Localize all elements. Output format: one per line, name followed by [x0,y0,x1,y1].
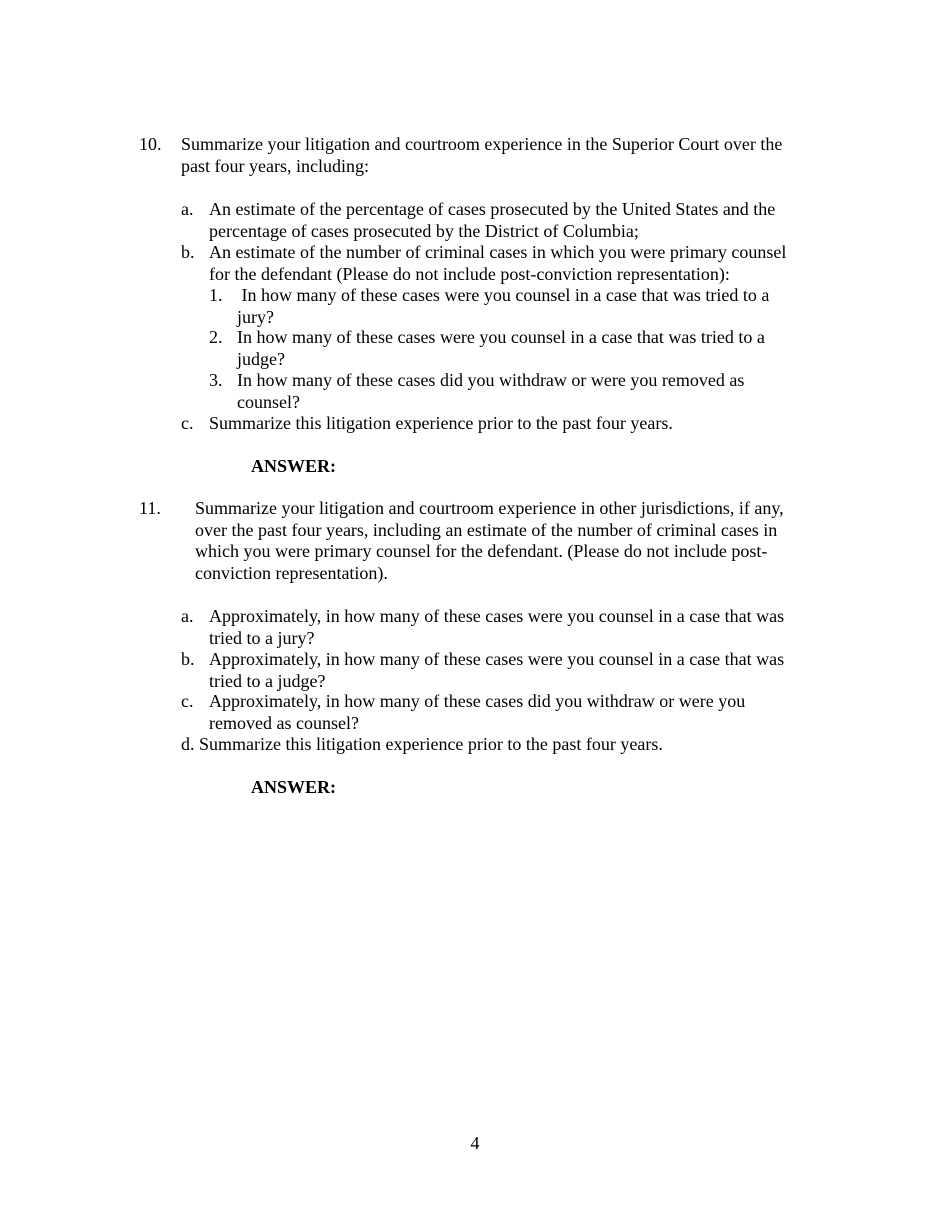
question-10-item-b-text [209,242,786,285]
item-line: Approximately, in how many of these cases were you counsel in a case that was [209,606,785,626]
question-10-subitem-1-label: 1. [209,285,223,305]
question-11-item-b-label: b. [181,649,195,669]
subitem-line: In how many of these cases were you counsel in a case that was tried to a [237,327,765,347]
item-line: Approximately, in how many of these cases did you withdraw or were you [209,691,746,711]
question-11-item-c-label: c. [181,691,194,711]
page-number: 4 [470,1133,480,1153]
item-line: Summarize this litigation experience prior to the past four years. [209,413,673,433]
item-line: An estimate of the number of criminal cases in which you were primary counsel [209,242,787,262]
question-10-item-c-label: c. [181,413,194,433]
question-11-answer-label: ANSWER: [251,777,337,797]
item-line: tried to a judge? [209,670,326,691]
question-11-item-b-text [209,649,784,692]
item-line: percentage of cases prosecuted by the District of Columbia; [209,220,639,241]
question-11-line: which you were primary counsel for the defendant. (Please do not include post- [195,541,768,561]
question-11-line: over the past four years, including an estimate of the number of criminal cases in [195,519,778,540]
question-10-item-a-text [209,199,775,242]
question-10-subitem-3-label: 3. [209,370,223,390]
question-10-subitem-1-text [237,285,769,328]
question-11-number: 11. [139,498,161,518]
question-10-subitem-3-text [237,370,744,413]
question-10-text [181,134,782,177]
item-line: An estimate of the percentage of cases prosecuted by the United States and the [209,199,776,219]
question-10-subitem-2-label: 2. [209,327,223,347]
question-10-item-b-label: b. [181,242,195,262]
question-11-line: conviction representation). [195,562,388,583]
question-11-text [195,498,784,584]
subitem-line: counsel? [237,391,300,412]
subitem-line: judge? [237,348,285,369]
question-10-line: Summarize your litigation and courtroom experience in the Superior Court over the [181,134,783,154]
item-line: tried to a jury? [209,627,315,648]
question-10-line: past four years, including: [181,155,369,176]
question-10-subitem-2-text [237,327,765,370]
question-11-item-c-text [209,691,745,734]
subitem-line: jury? [237,306,274,327]
question-10-item-c-text [209,413,673,435]
subitem-line: In how many of these cases did you withdraw or were you removed as [237,370,745,390]
item-line: Approximately, in how many of these cases were you counsel in a case that was [209,649,785,669]
subitem-line: In how many of these cases were you counsel in a case that was tried to a [237,285,770,305]
question-10-number: 10. [139,134,162,154]
item-line: removed as counsel? [209,712,359,733]
question-11-item-a-label: a. [181,606,194,626]
question-10-item-a-label: a. [181,199,194,219]
question-10-answer-label: ANSWER: [251,456,337,476]
question-11-item-d: d. Summarize this litigation experience prior to the past four years. [181,734,663,754]
item-line: for the defendant (Please do not include post-conviction representation): [209,263,730,284]
question-11-line: Summarize your litigation and courtroom experience in other jurisdictions, if any, [195,498,784,518]
question-11-item-a-text [209,606,784,649]
